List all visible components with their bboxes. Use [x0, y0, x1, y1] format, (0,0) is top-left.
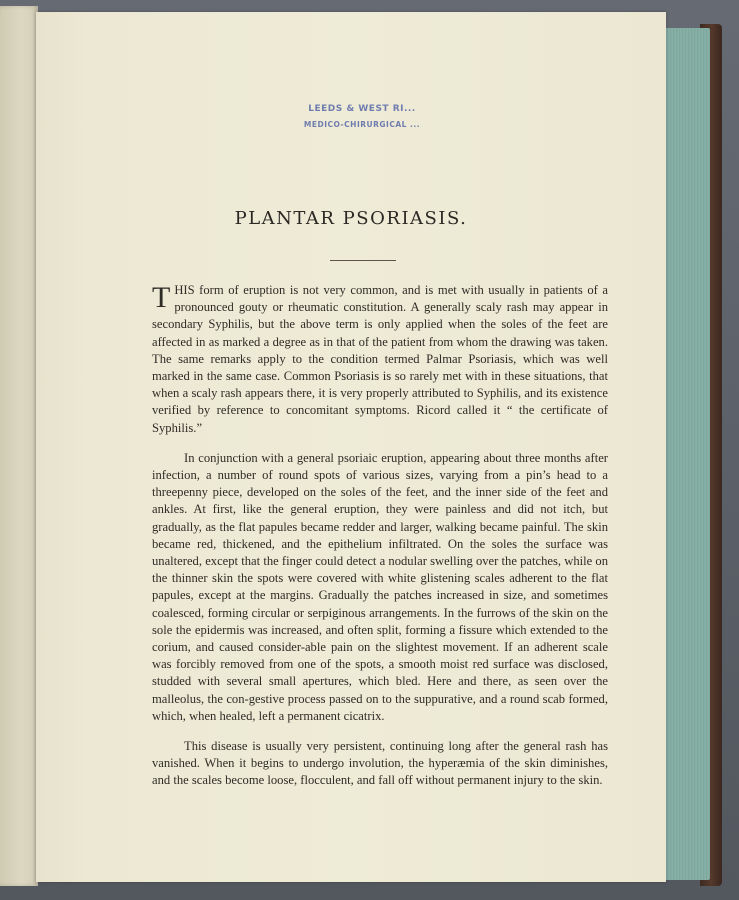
page-stack-edges — [666, 28, 710, 880]
book-page — [36, 12, 666, 882]
paragraph-2: In conjunction with a general psoriaic eruption, appearing about three months after infection, a number of round spots of various sizes, varying from a pin’s head to a threepenny piece, developed on the soles of the feet, and the inner side of the feet and ankles. At first, like the general eruption, they were painless and did not itch, but gradually, as the flat papules became redder and larger, walking became painful. The skin became red, thickened, and the epithelium infiltrated. On the soles the surface was unaltered, except that the finger could detect a nodular swelling over the patches, while on the thinner skin the spots were covered with white glistening scales adherent to the flat papules, except at the margins. Gradually the patches increased in size, and sometimes coalesced, forming circular or serpiginous arrangements. In the furrows of the skin on the sole the epidermis was increased, and often split, forming a fissure which extended to the corium, and caused consider-able pain on the slightest movement. If an adherent scale was forcibly removed from one of the spots, a smooth moist red surface was disclosed, studded with several small apertures, which bled. Here and there, as seen over the malleolus, the con-gestive process passed on to the suppurative, and a round scab formed, which, when healed, left a permanent cicatrix. — [152, 450, 608, 723]
title-divider — [330, 260, 396, 261]
library-stamp — [292, 104, 432, 129]
paragraph-1-text: HIS form of eruption is not very common, and is met with usually in patients of a pronounced gouty or rheumatic constitution. A generally scaly rash may appear in secondary Syphilis, but the above term is only applied when the soles of the feet are affected in as marked a degree as in that of the patient from whom the drawing was taken. The same remarks apply to the condition termed Palmar Psoriasis, which was well marked in the same case. Common Psoriasis is so rarely met with in these situations, that when a scaly rash appears there, it is very properly attributed to Syphilis, and its existence verified by reference to concomitant symptoms. Ricord called it “ the certificate of Syphilis.” — [152, 283, 608, 435]
stamp-line-2: MEDICO-CHIRURGICAL ... — [303, 120, 421, 129]
body-text — [152, 282, 608, 803]
paragraph-3: This disease is usually very persistent, continuing long after the general rash has vanished. When it begins to undergo involution, the hyperæmia of the skin diminishes, and the scales become loose, flocculent, and fall off without permanent injury to the skin. — [152, 739, 608, 788]
stamp-line-1: LEEDS & WEST RI... — [308, 104, 416, 114]
page-title: PLANTAR PSORIASIS. — [234, 208, 468, 229]
paragraph-1 — [152, 282, 608, 437]
facing-page-edge — [0, 6, 38, 886]
drop-cap: T — [152, 281, 171, 314]
